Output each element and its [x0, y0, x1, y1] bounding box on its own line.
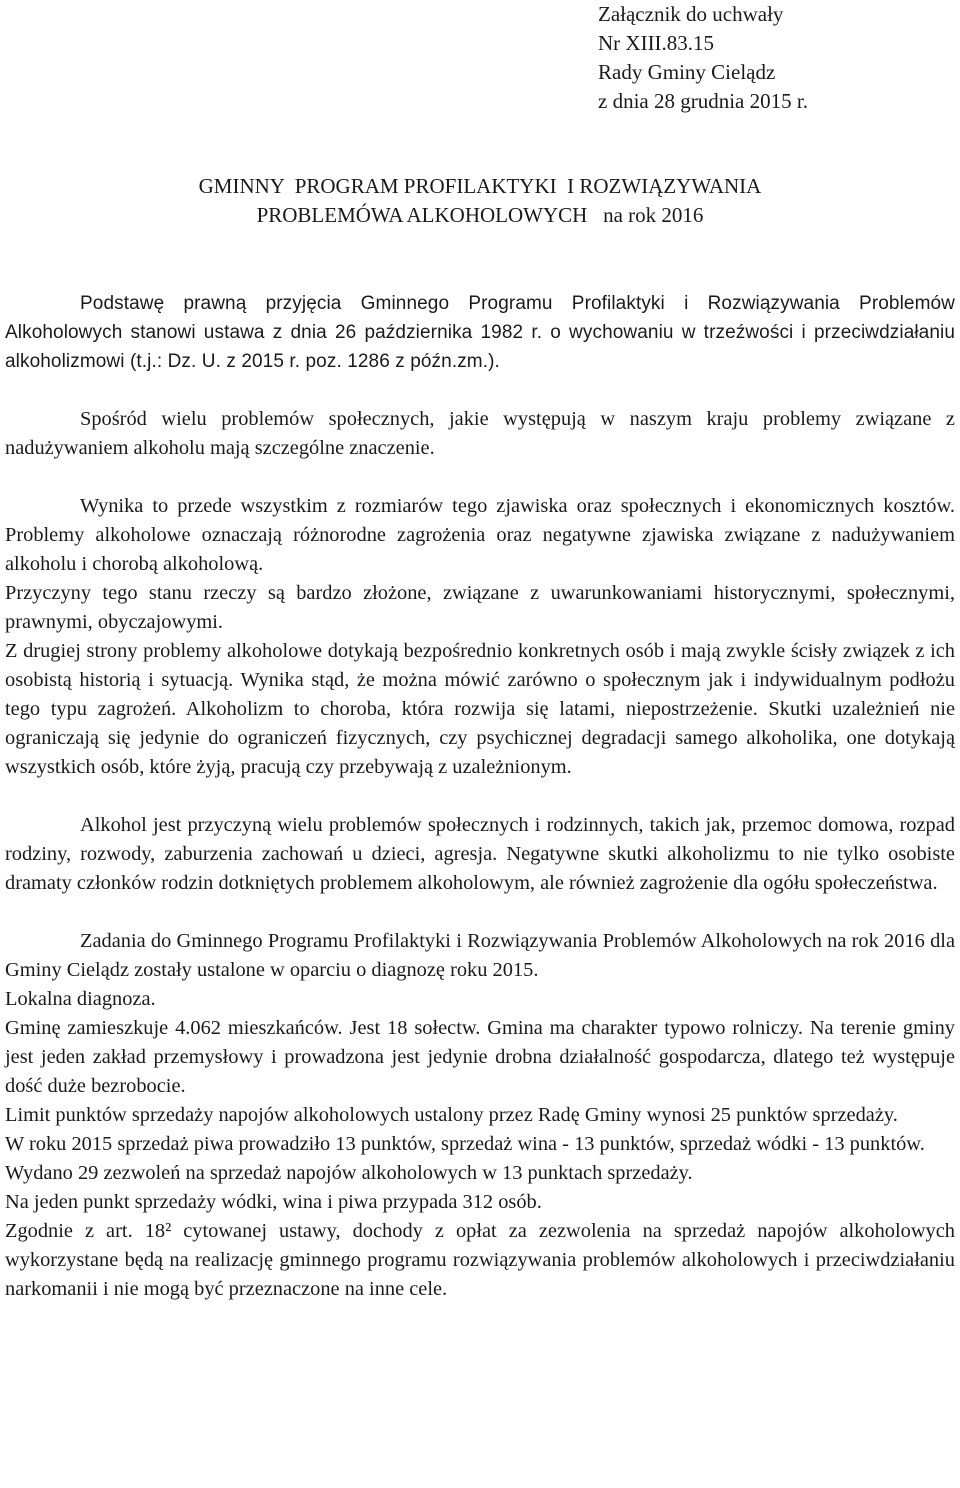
paragraph-tasks: Zadania do Gminnego Programu Profilaktyki i Rozwiązywania Problemów Alkoholowych na rok 2016 dla Gminy Cielądz zostały ustalone w oparciu o diagnozę roku 2015.: [5, 930, 955, 981]
paragraph-scale: Wynika to przede wszystkim z rozmiarów tego zjawiska oraz społecznych i ekonomicznych kosztów. Problemy alkoholowe oznaczają różnorodne zagrożenia oraz negatywne zjawiska związane z nadużywaniem alkoholu i chorobą alkoholową.: [5, 495, 955, 575]
title-line-1: GMINNY PROGRAM PROFILAKTYKI I ROZWIĄZYWANIA: [198, 174, 762, 198]
header-line-2: Nr XIII.83.15: [598, 31, 715, 55]
document-body: [5, 405, 955, 1304]
header-line-1: Załącznik do uchwały: [598, 2, 784, 26]
paragraph-social-problems: Spośród wielu problemów społecznych, jakie występują w naszym kraju problemy związane z nadużywaniem alkoholu mają szczególne znaczenie.: [5, 408, 955, 459]
attachment-header: [598, 0, 808, 116]
paragraph-revenue: Zgodnie z art. 18² cytowanej ustawy, dochody z opłat za zezwolenia na sprzedaż napojów alkoholowych wykorzystane będą na realizację gminnego programu rozwiązywania problemów alkoholowych i przeciwdziałaniu narkomanii i nie mogą być przeznaczone na inne cele.: [5, 1220, 955, 1300]
title-line-2: PROBLEMÓWA ALKOHOLOWYCH na rok 2016: [256, 203, 704, 227]
paragraph-causes: Przyczyny tego stanu rzeczy są bardzo złożone, związane z uwarunkowaniami historycznymi, społecznymi, prawnymi, obyczajowymi.: [5, 582, 955, 633]
paragraph-population: Gminę zamieszkuje 4.062 mieszkańców. Jest 18 sołectw. Gmina ma charakter typowo rolniczy. Na terenie gminy jest jeden zakład przemysłowy i prowadzona jest jedynie drobna działalność gospodarcza, dlatego też występuje dość duże bezrobocie.: [5, 1017, 955, 1097]
header-line-3: Rady Gminy Cielądz: [598, 60, 776, 84]
paragraph-sales-points: W roku 2015 sprzedaż piwa prowadziło 13 punktów, sprzedaż wina - 13 punktów, sprzedaż wódki - 13 punktów.: [5, 1133, 925, 1155]
paragraph-persons-per-point: Na jeden punkt sprzedaży wódki, wina i piwa przypada 312 osób.: [5, 1191, 542, 1213]
legal-basis-paragraph: Podstawę prawną przyjęcia Gminnego Programu Profilaktyki i Rozwiązywania Problemów Alkoholowych stanowi ustawa z dnia 26 października 1982 r. o wychowaniu w trzeźwości i przeciwdziałaniu alkoholizmowi (t.j.: Dz. U. z 2015 r. poz. 1286 z późn.zm.).: [5, 293, 955, 372]
paragraph-permits: Wydano 29 zezwoleń na sprzedaż napojów alkoholowych w 13 punktach sprzedaży.: [5, 1162, 693, 1184]
document-title: [0, 172, 960, 230]
paragraph-consequences: Alkohol jest przyczyną wielu problemów społecznych i rodzinnych, takich jak, przemoc domowa, rozpad rodziny, rozwody, zaburzenia zachowań u dzieci, agresja. Negatywne skutki alkoholizmu to nie tylko osobiste dramaty członków rodzin dotkniętych problemem alkoholowym, ale również zagrożenie dla ogółu społeczeństwa.: [5, 814, 955, 894]
header-line-4: z dnia 28 grudnia 2015 r.: [598, 89, 808, 113]
paragraph-individual: Z drugiej strony problemy alkoholowe dotykają bezpośrednio konkretnych osób i mają zwykle ścisły związek z ich osobistą historią i sytuacją. Wynika stąd, że można mówić zarówno o społecznym jak i indywidualnym podłożu tego typu zagrożeń. Alkoholizm to choroba, która rozwija się latami, niepostrzeżenie. Skutki uzależnień nie ograniczają się jedynie do ograniczeń fizycznych, czy psychicznej degradacji samego alkoholika, one dotykają wszystkich osób, które żyją, pracują czy przebywają z uzależnionym.: [5, 640, 955, 778]
local-diagnosis-heading: Lokalna diagnoza.: [5, 988, 156, 1010]
paragraph-sales-limit: Limit punktów sprzedaży napojów alkoholowych ustalony przez Radę Gminy wynosi 25 punktów sprzedaży.: [5, 1104, 898, 1126]
